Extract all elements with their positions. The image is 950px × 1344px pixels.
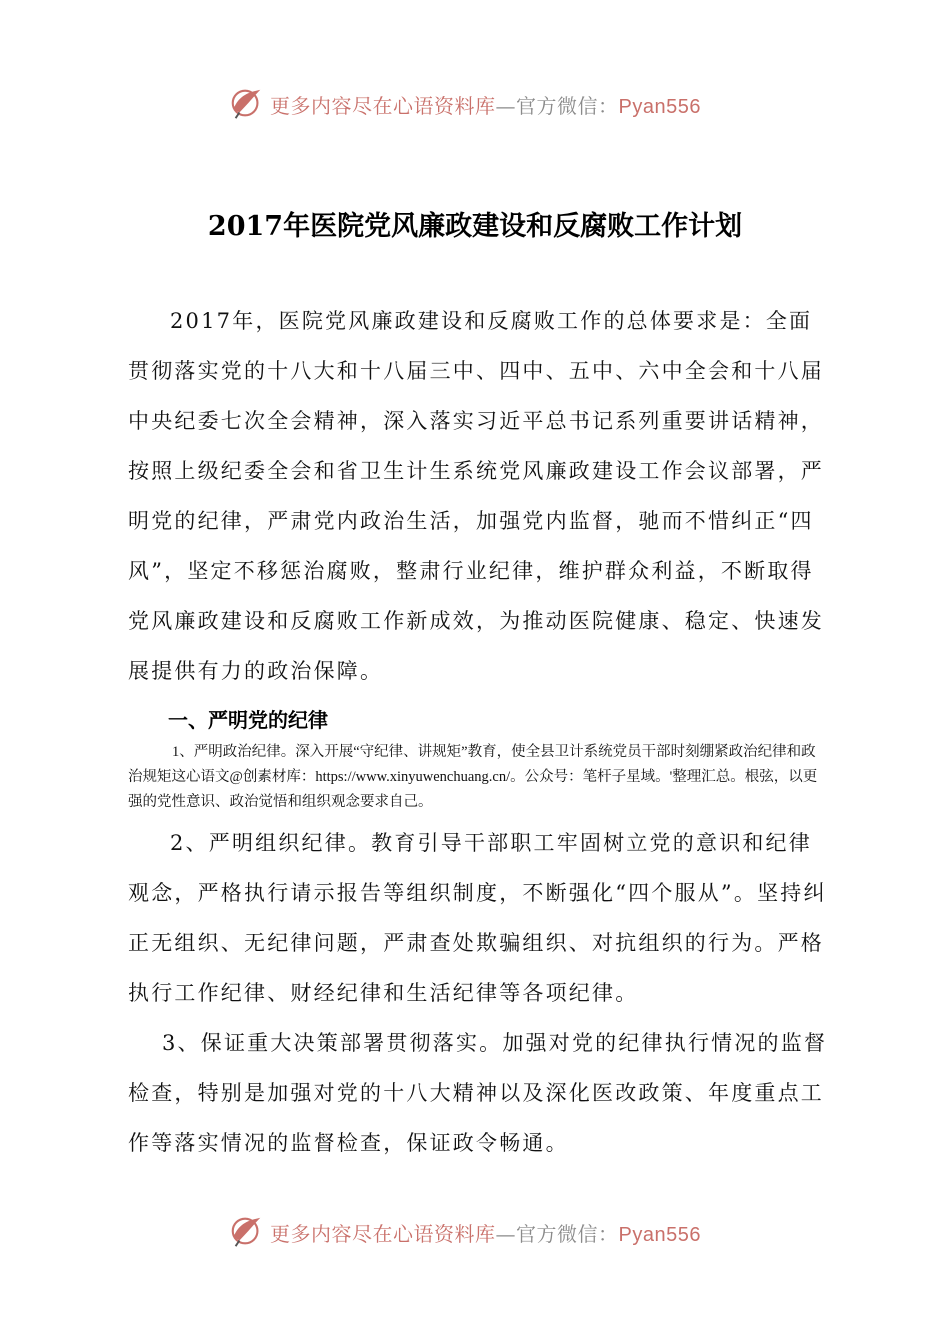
header-banner — [0, 80, 950, 124]
banner-dash-text: —官方微信： — [495, 94, 619, 118]
footer-banner — [0, 1208, 950, 1252]
item-3-paragraph: 3、保证重大决策部署贯彻落实。加强对党的纪律执行情况的监督检查，特别是加强对党的十八大精神以及深化医改政策、年度重点工作等落实情况的监督检查，保证政令畅通。 — [128, 1031, 828, 1155]
banner-text — [270, 1218, 701, 1247]
banner-wechat-id: Pyan556 — [618, 1224, 701, 1246]
banner-main-text: 更多内容尽在心语资料库 — [270, 1222, 496, 1246]
banner-dash-text: —官方微信： — [495, 1222, 619, 1246]
banner-text — [270, 90, 701, 119]
intro-paragraph: 2017年，医院党风廉政建设和反腐败工作的总体要求是：全面贯彻落实党的十八大和十八届三中、四中、五中、六中全会和十八届中央纪委七次全会精神，深入落实习近平总书记系列重要讲话精神，按照上级纪委全会和省卫生计生系统党风廉政建设工作会议部署，严明党的纪律，严肃党内政治生活，加强党内监督，驰而不惜纠正“四风”，坚定不移惩治腐败，整肃行业纪律，维护群众利益，不断取得党风廉政建设和反腐败工作新成效，为推动医院健康、稳定、快速发展提供有力的政治保障。 — [128, 309, 824, 683]
item-2-paragraph: 2、严明组织纪律。教育引导干部职工牢固树立党的意识和纪律观念，严格执行请示报告等组织制度，不断强化“四个服从”。坚持纠正无组织、无纪律问题，严肃查处欺骗组织、对抗组织的行为。严格执行工作纪律、财经纪律和生活纪律等各项纪律。 — [128, 831, 827, 1005]
section-heading: 一、严明党的纪律 — [168, 708, 328, 732]
item-1-paragraph: 1、严明政治纪律。深入开展“守纪律、讲规矩”教育，使全县卫计系统党员干部时刻绷紧政治纪律和政治规矩这心语文@创素材库：https://www.xinyuwenchuang.cn/。公众号：笔杆子星域。'整理汇总。根弦，以更强的党性意识、政治觉悟和组织观念要求自己。 — [128, 744, 818, 810]
pen-logo-icon — [228, 1212, 266, 1250]
pen-logo-icon — [228, 84, 266, 122]
document-title: 2017年医院党风廉政建设和反腐败工作计划 — [207, 211, 743, 242]
banner-main-text: 更多内容尽在心语资料库 — [270, 94, 496, 118]
banner-wechat-id: Pyan556 — [618, 96, 701, 118]
